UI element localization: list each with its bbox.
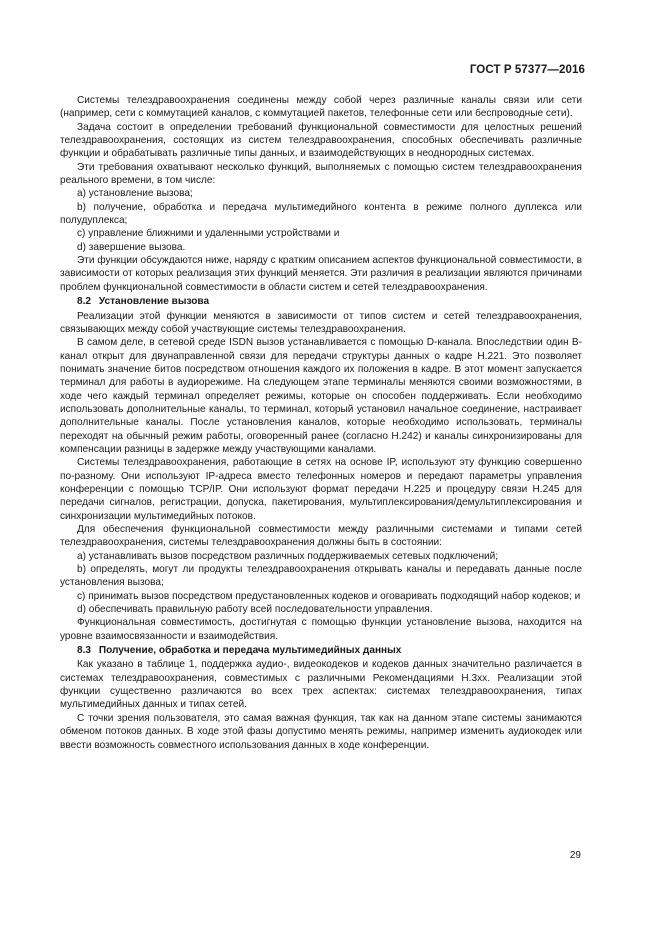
section-title: Установление вызова [98, 296, 210, 308]
section-number: 8.3 [77, 645, 92, 657]
paragraph: Эти функции обсуждаются ниже, наряду с кратким описанием аспектов функциональной совместимости, в зависимости от которых реализация этих функций меняется. Эти различия в реализации являются причинами проблем функциональной совместимости в области систем и сетей телездравоохранения. [60, 255, 582, 293]
list-item: a) устанавливать вызов посредством различных поддерживаемых сетевых подключений; [77, 550, 499, 562]
list-item: a) установление вызова; [77, 188, 193, 200]
paragraph: Для обеспечения функциональной совместимости между различными системами и типами сетей телездравоохранения, системы телездравоохранения должны быть в состоянии: [60, 524, 582, 549]
section-heading [77, 644, 582, 657]
paragraph: Реализации этой функции меняются в зависимости от типов систем и сетей телездравоохранения, связывающих между собой участвующие системы телездравоохранения. [60, 310, 582, 335]
paragraph: Задача состоит в определении требований функциональной совместимости для целостных решений телездравоохранения, состоящих из систем телездравоохранения, способных обеспечивать различные функции и обрабатывать различные типы данных, и взаимодействующих в неоднородных системах. [60, 121, 582, 160]
page-number: 29 [569, 850, 581, 861]
paragraph: Функциональная совместимость, достигнутая с помощью функции установление вызова, находится на уровне взаимосвязанности и взаимодействия. [60, 617, 582, 642]
section-title: Получение, обработка и передача мультимедийных данных [98, 645, 402, 657]
paragraph: Системы телездравоохранения соединены между собой через различные каналы связи или сети (например, сети с коммутацией каналов, с коммутацией пакетов, телефонные сети или беспроводные сети). [60, 95, 582, 120]
list-item: b) определять, могут ли продукты телездравоохранения открывать каналы и передавать данные после установления вызова; [60, 564, 582, 589]
list-item: c) принимать вызов посредством предустановленных кодеков и оговаривать подходящий набор кодеков; и [77, 590, 581, 602]
list-item: d) обеспечивать правильную работу всей последовательности управления. [77, 604, 433, 616]
paragraph: Системы телездравоохранения, работающие в сетях на основе IP, используют эту функцию совершенно по-разному. Они используют IP-адреса вместо телефонных номеров и передают параметры управления конференции с помощью TCP/IP. Они используют формат передачи H.225 и процедуру связи H.245 для передачи сигналов, регистрации, допуска, пакетирования, мультиплексирования/демультиплексирования и синхронизации мультимедийных потоков. [60, 457, 582, 522]
list-item: c) управление ближними и удаленными устройствами и [77, 228, 340, 240]
document-standard-id: ГОСТ Р 57377—2016 [469, 64, 585, 76]
list-item: b) получение, обработка и передача мультимедийного контента в режиме полного дуплекса или полудуплекса; [60, 201, 582, 227]
paragraph: Эти требования охватывают несколько функций, выполняемых с помощью систем телездравоохранения реального времени, в том числе: [60, 161, 582, 187]
list-item: d) завершение вызова. [77, 241, 186, 253]
paragraph: В самом деле, в сетевой среде ISDN вызов устанавливается с помощью D-канала. Впоследствии один B-канал открыт для двунаправленной связи для передачи структуры данных о кадре H.221. Это позволяет понимать значение битов посредством отношения каждого их положения в кадре. В этот момент запускается терминал для работы в аудиорежиме. На следующем этапе терминалы меняются своими возможностями, в ходе чего каждый терминал определяет режимы, которые он способен поддерживать. Если необходимо использовать дополнительные каналы, то терминал, который установил начальное соединение, настраивает дополнительные каналы. После установления каналов, которые необходимо использовать, терминалы переходят на обычный режим работы, оговоренный ранее (согласно H.242) и каналы синхронизированы для компенсации разницы в задержке между участвующими каналами. [60, 337, 582, 455]
document-body [60, 94, 582, 752]
section-heading [77, 295, 582, 308]
paragraph: С точки зрения пользователя, это самая важная функция, так как на данном этапе системы занимаются обменом потоков данных. В ходе этой фазы допустимо менять режимы, например изменить аудиокодек или ввести возможность совместного использования данных в ходе конференции. [60, 712, 582, 751]
paragraph: Как указано в таблице 1, поддержка аудио-, видеокодеков и кодеков данных значительно различается в системах телездравоохранения, совместимых с различными Рекомендациями H.3xx. Реализации этой функции существенно различаются во всех трех аспектах: системах телездравоохранения, типах мультимедийных данных и типах сетей. [60, 659, 582, 711]
section-number: 8.2 [77, 296, 92, 308]
